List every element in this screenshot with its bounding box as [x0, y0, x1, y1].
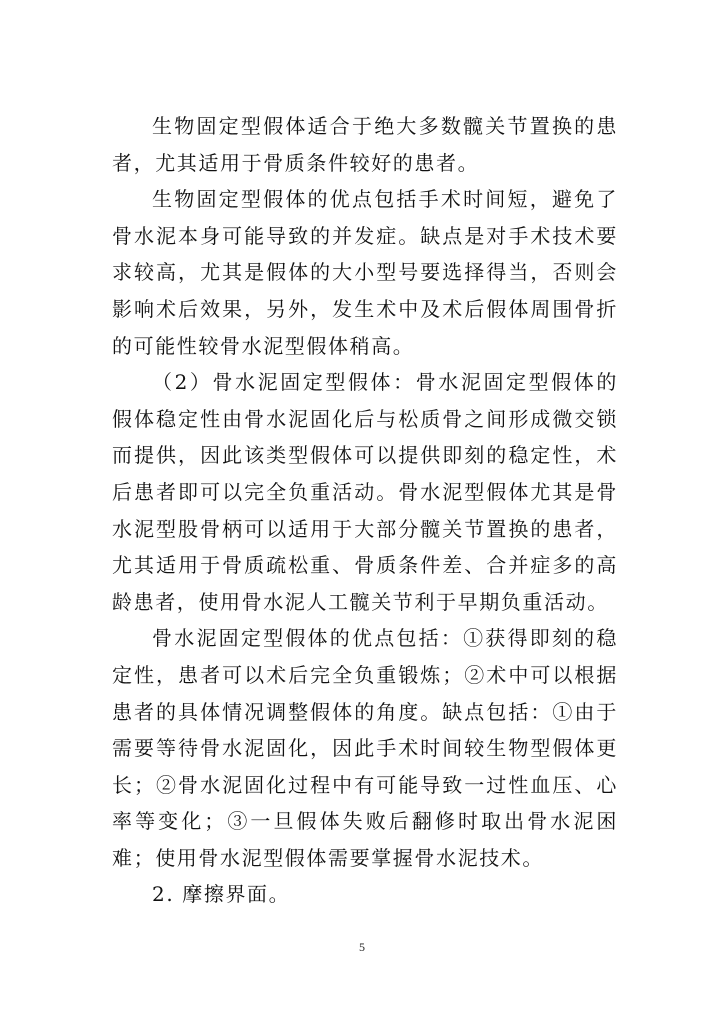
paragraph-cemented-prosthesis: （2）骨水泥固定型假体：骨水泥固定型假体的假体稳定性由骨水泥固化后与松质骨之间形成微交锁而提供，因此该类型假体可以提供即刻的稳定性，术后患者即可以完全负重活动。骨水泥型假体尤其是骨水泥型股骨柄可以适用于大部分髋关节置换的患者，尤其适用于骨质疏松重、骨质条件差、合并症多的高龄患者，使用骨水泥人工髋关节利于早期负重活动。 [112, 370, 618, 614]
paragraph-bio-fixed-pros-cons: 生物固定型假体的优点包括手术时间短，避免了骨水泥本身可能导致的并发症。缺点是对手术技术要求较高，尤其是假体的大小型号要选择得当，否则会影响术后效果，另外，发生术中及术后假体周围骨折的可能性较骨水泥型假体稍高。 [112, 187, 618, 358]
page-number: 5 [359, 940, 365, 954]
paragraph-cemented-pros-cons: 骨水泥固定型假体的优点包括：①获得即刻的稳定性，患者可以术后完全负重锻炼；②术中可以根据患者的具体情况调整假体的角度。缺点包括：①由于需要等待骨水泥固化，因此手术时间较生物型假体更长；②骨水泥固化过程中有可能导致一过性血压、心率等变化；③一旦假体失败后翻修时取出骨水泥困难；使用骨水泥型假体需要掌握骨水泥技术。 [112, 626, 618, 870]
section-heading-friction-interface: 2. 摩擦界面。 [152, 882, 291, 907]
body-text [112, 108, 618, 913]
paragraph-bio-fixed-indication: 生物固定型假体适合于绝大多数髋关节置换的患者，尤其适用于骨质条件较好的患者。 [112, 114, 618, 175]
